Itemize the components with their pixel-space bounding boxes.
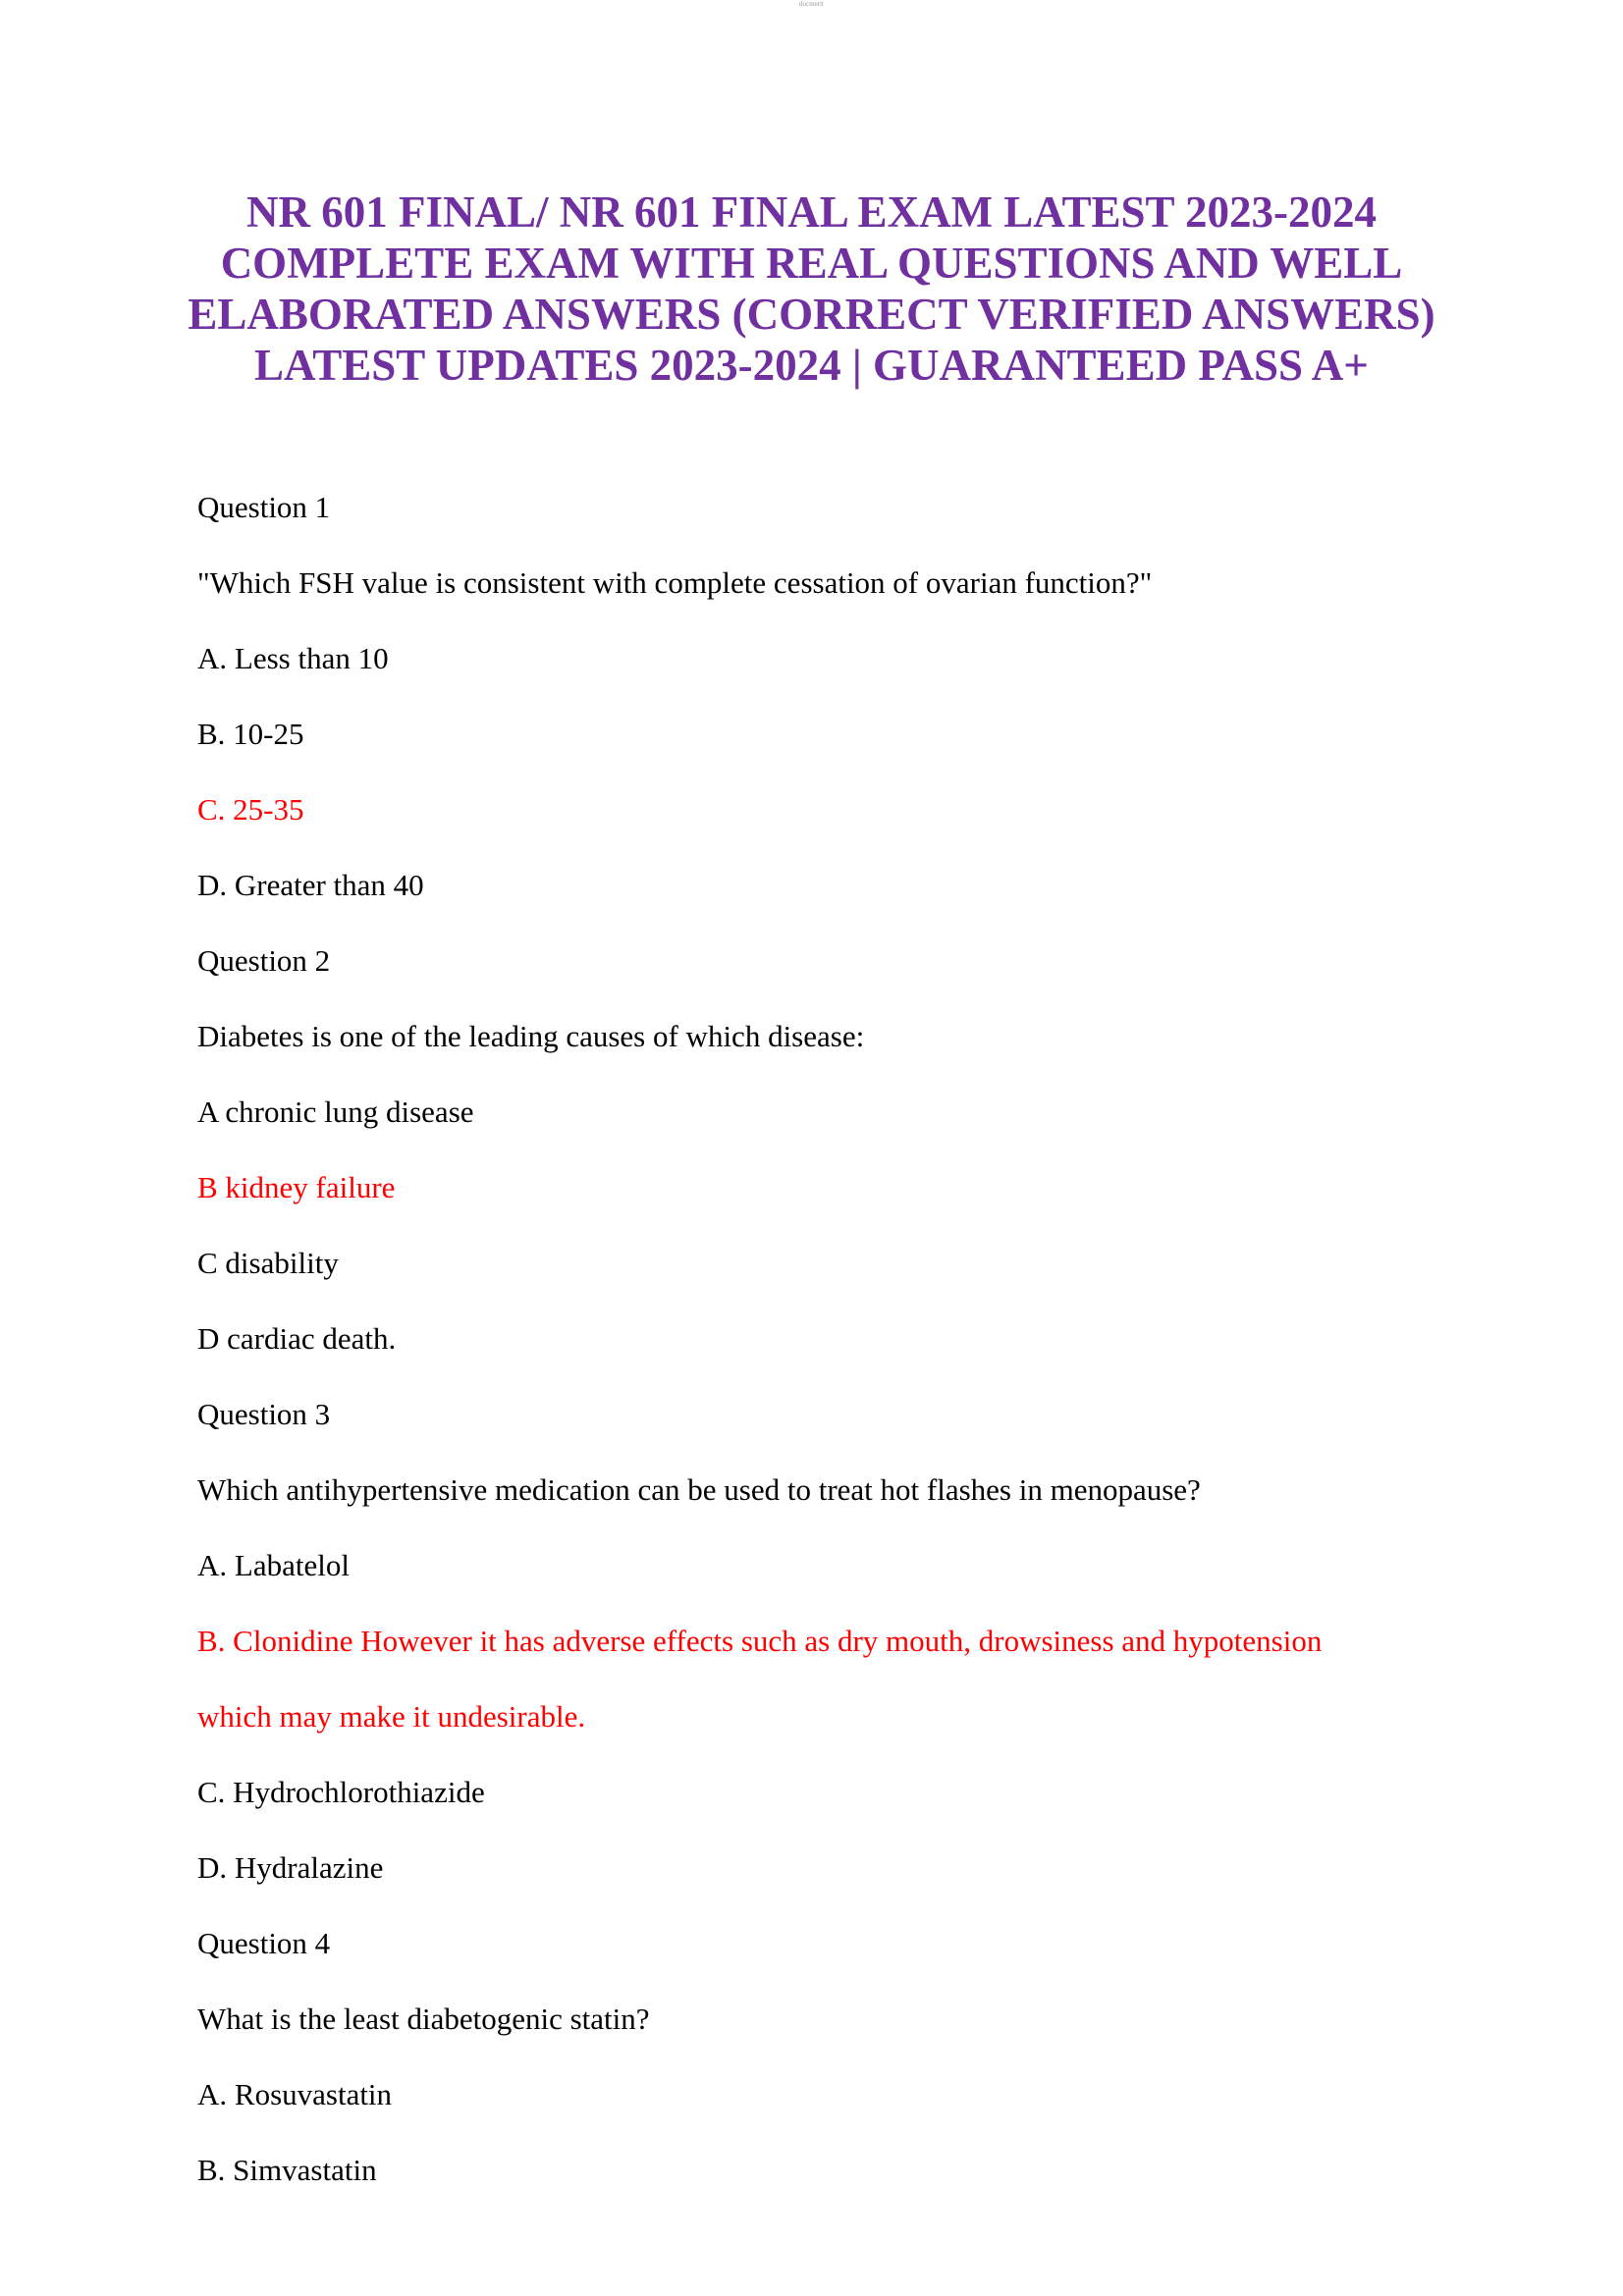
document-title: [147, 187, 1476, 391]
option: A chronic lung disease: [197, 1095, 474, 1129]
page-header-mark: docmerit: [799, 0, 824, 8]
document-body: [197, 469, 1474, 2208]
option: A. Less than 10: [197, 641, 389, 675]
title-line: NR 601 FINAL/ NR 601 FINAL EXAM LATEST 2023-2024: [246, 187, 1377, 237]
option: D cardiac death.: [197, 1321, 397, 1356]
correct-option: B kidney failure: [197, 1170, 396, 1204]
question-label: Question 4: [197, 1926, 331, 1960]
question-1: [197, 469, 1474, 923]
correct-option: B. Clonidine However it has adverse effects such as dry mouth, drowsiness and hypotension: [197, 1624, 1323, 1658]
option: B. Simvastatin: [197, 2153, 377, 2187]
title-line: COMPLETE EXAM WITH REAL QUESTIONS AND WELL: [220, 239, 1403, 288]
question-prompt: Which antihypertensive medication can be used to treat hot flashes in menopause?: [197, 1472, 1201, 1507]
option: D. Hydralazine: [197, 1850, 384, 1885]
question-2: [197, 923, 1474, 1376]
option: B. 10-25: [197, 717, 304, 751]
option: A. Rosuvastatin: [197, 2077, 393, 2111]
question-prompt: Diabetes is one of the leading causes of which disease:: [197, 1019, 865, 1053]
question-4: [197, 1905, 1474, 2208]
title-line: ELABORATED ANSWERS (CORRECT VERIFIED ANSWERS): [188, 290, 1435, 339]
title-line: LATEST UPDATES 2023-2024 | GUARANTEED PASS A+: [254, 341, 1369, 390]
correct-option-continued: which may make it undesirable.: [197, 1699, 586, 1734]
option: C disability: [197, 1246, 339, 1280]
question-prompt: "Which FSH value is consistent with complete cessation of ovarian function?": [197, 565, 1153, 600]
option: C. Hydrochlorothiazide: [197, 1775, 485, 1809]
option: A. Labatelol: [197, 1548, 350, 1582]
question-label: Question 1: [197, 490, 331, 524]
option: D. Greater than 40: [197, 868, 424, 902]
question-label: Question 2: [197, 943, 331, 978]
question-label: Question 3: [197, 1397, 331, 1431]
question-prompt: What is the least diabetogenic statin?: [197, 2002, 650, 2036]
correct-option: C. 25-35: [197, 792, 304, 827]
question-3: [197, 1376, 1474, 1905]
